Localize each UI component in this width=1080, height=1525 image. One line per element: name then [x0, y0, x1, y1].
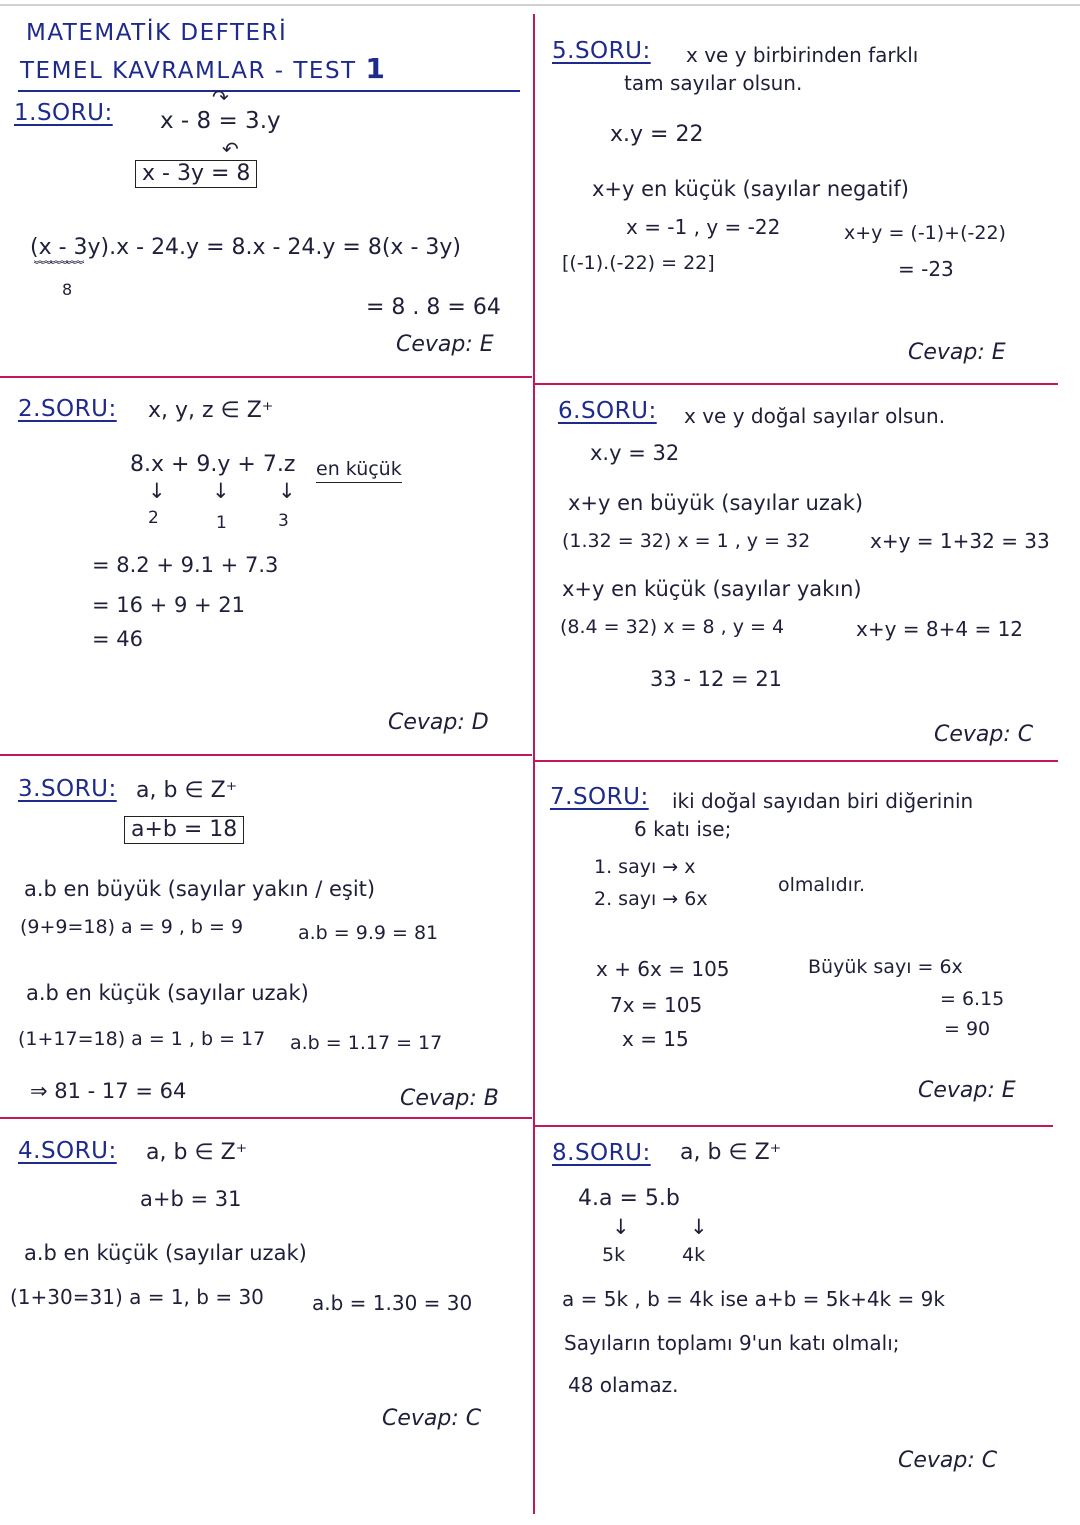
q8-k2: 4k [682, 1244, 706, 1266]
row-divider-3-right [535, 1125, 1053, 1127]
q8-k1: 5k [602, 1244, 626, 1266]
q3-max-result: a.b = 9.9 = 81 [298, 922, 439, 944]
test-number: 1 [365, 52, 387, 85]
q1-boxed-equation: x - 3y = 8 [135, 160, 257, 188]
q3-min-case: (1+17=18) a = 1 , b = 17 [18, 1028, 266, 1050]
q6-min-case: (8.4 = 32) x = 8 , y = 4 [560, 616, 785, 638]
q6-min-result: x+y = 8+4 = 12 [856, 617, 1024, 641]
q3-given: a, b ∈ Z⁺ [136, 778, 238, 803]
row-divider-2-right [535, 760, 1058, 762]
q2-given: x, y, z ∈ Z⁺ [148, 398, 274, 423]
q1-under-value: 8 [62, 280, 73, 299]
q7-number-2: 2. sayı → 6x [594, 888, 708, 910]
q3-max-case: (9+9=18) a = 9 , b = 9 [20, 916, 244, 938]
q1-result: = 8 . 8 = 64 [366, 295, 501, 320]
q7-intro-2: 6 katı ise; [634, 817, 732, 841]
q2-answer: Cevap: D [388, 710, 489, 735]
q3-answer: Cevap: B [400, 1086, 499, 1111]
q3-label: 3.SORU: [18, 776, 117, 802]
test-subtitle: TEMEL KAVRAMLAR - TEST [20, 58, 357, 84]
q7-big-1: Büyük sayı = 6x [808, 956, 963, 978]
q1-answer: Cevap: E [396, 332, 494, 357]
q7-big-2: = 6.15 [940, 988, 1005, 1010]
q6-final: 33 - 12 = 21 [650, 667, 783, 691]
q6-answer: Cevap: C [934, 722, 1034, 747]
q6-max-result: x+y = 1+32 = 33 [870, 529, 1050, 553]
row-divider-3 [0, 1117, 532, 1119]
q3-max-title: a.b en büyük (sayılar yakın / eşit) [24, 877, 376, 901]
q5-result: = -23 [898, 257, 954, 281]
q8-down-arrow-1: ↓ [612, 1215, 630, 1239]
q5-label: 5.SORU: [552, 38, 651, 64]
q2-step-3: = 46 [92, 627, 143, 651]
q2-value-1: 2 [148, 508, 159, 528]
q7-eq-3: x = 15 [622, 1027, 689, 1051]
q7-number-1: 1. sayı → x [594, 856, 696, 878]
q4-equation: a+b = 31 [140, 1187, 242, 1211]
q6-max-title: x+y en büyük (sayılar uzak) [568, 491, 864, 515]
q7-label: 7.SORU: [550, 784, 649, 810]
notebook-title: MATEMATİK DEFTERİ [26, 20, 288, 46]
q5-title: x+y en küçük (sayılar negatif) [592, 177, 909, 201]
q8-label: 8.SORU: [552, 1140, 651, 1166]
row-divider-1-right [535, 383, 1058, 385]
q5-case: x = -1 , y = -22 [626, 215, 781, 239]
q4-case: (1+30=31) a = 1, b = 30 [10, 1285, 264, 1309]
q8-down-arrow-2: ↓ [690, 1215, 708, 1239]
q5-equation: x.y = 22 [610, 122, 704, 147]
top-border [0, 4, 1080, 6]
q1-expression: (x - 3y).x - 24.y = 8.x - 24.y = 8(x - 3y) [30, 235, 461, 260]
q3-boxed-equation: a+b = 18 [124, 816, 244, 844]
center-divider [533, 14, 535, 1514]
q7-must: olmalıdır. [778, 874, 866, 896]
q6-equation: x.y = 32 [590, 441, 680, 465]
q5-bracket: [(-1).(-22) = 22] [562, 252, 715, 274]
q2-down-arrow-2: ↓ [212, 479, 230, 503]
q7-big-3: = 90 [944, 1018, 991, 1040]
q2-expression: 8.x + 9.y + 7.z [130, 452, 296, 477]
q7-intro-1: iki doğal sayıdan biri diğerinin [672, 789, 974, 813]
q4-given: a, b ∈ Z⁺ [146, 1140, 248, 1165]
q8-line: a = 5k , b = 4k ise a+b = 5k+4k = 9k [562, 1287, 945, 1311]
row-divider-1 [0, 376, 532, 378]
q1-arrow-under: ↶ [222, 137, 239, 161]
q2-label: 2.SORU: [18, 396, 117, 422]
q2-value-3: 3 [278, 511, 289, 531]
q1-underbrace: ﹌﹌﹌ [34, 260, 82, 281]
q5-sum: x+y = (-1)+(-22) [844, 222, 1006, 244]
q8-given: a, b ∈ Z⁺ [680, 1140, 782, 1165]
q6-min-title: x+y en küçük (sayılar yakın) [562, 577, 862, 601]
q4-result: a.b = 1.30 = 30 [312, 1291, 473, 1315]
test-title [20, 52, 387, 85]
q7-answer: Cevap: E [918, 1078, 1016, 1103]
q1-equation: x - 8 = 3.y [160, 108, 281, 134]
q4-label: 4.SORU: [18, 1138, 117, 1164]
q5-intro-1: x ve y birbirinden farklı [686, 43, 919, 67]
q8-text-2: 48 olamaz. [568, 1373, 679, 1397]
q7-eq-2: 7x = 105 [610, 993, 703, 1017]
q4-answer: Cevap: C [382, 1406, 482, 1431]
q2-down-arrow-1: ↓ [148, 479, 166, 503]
header-underline [18, 90, 520, 92]
q7-eq-1: x + 6x = 105 [596, 957, 730, 981]
q1-arrow-over: ↷ [212, 85, 229, 109]
q1-label: 1.SORU: [14, 100, 113, 126]
q2-step-1: = 8.2 + 9.1 + 7.3 [92, 553, 279, 577]
q3-min-title: a.b en küçük (sayılar uzak) [26, 981, 309, 1005]
q3-min-result: a.b = 1.17 = 17 [290, 1032, 443, 1054]
q5-answer: Cevap: E [908, 340, 1006, 365]
q5-intro-2: tam sayılar olsun. [624, 71, 803, 95]
q2-note: en küçük [316, 456, 402, 483]
q6-label: 6.SORU: [558, 398, 657, 424]
q6-intro: x ve y doğal sayılar olsun. [684, 404, 946, 428]
q3-final: ⇒ 81 - 17 = 64 [30, 1079, 187, 1103]
q2-value-2: 1 [216, 513, 227, 533]
q2-step-2: = 16 + 9 + 21 [92, 593, 245, 617]
q8-text-1: Sayıların toplamı 9'un katı olmalı; [564, 1331, 900, 1355]
q6-max-case: (1.32 = 32) x = 1 , y = 32 [562, 530, 811, 552]
q2-down-arrow-3: ↓ [278, 479, 296, 503]
q8-answer: Cevap: C [898, 1448, 998, 1473]
q8-equation: 4.a = 5.b [578, 1186, 680, 1211]
row-divider-2 [0, 754, 532, 756]
q4-title: a.b en küçük (sayılar uzak) [24, 1241, 307, 1265]
